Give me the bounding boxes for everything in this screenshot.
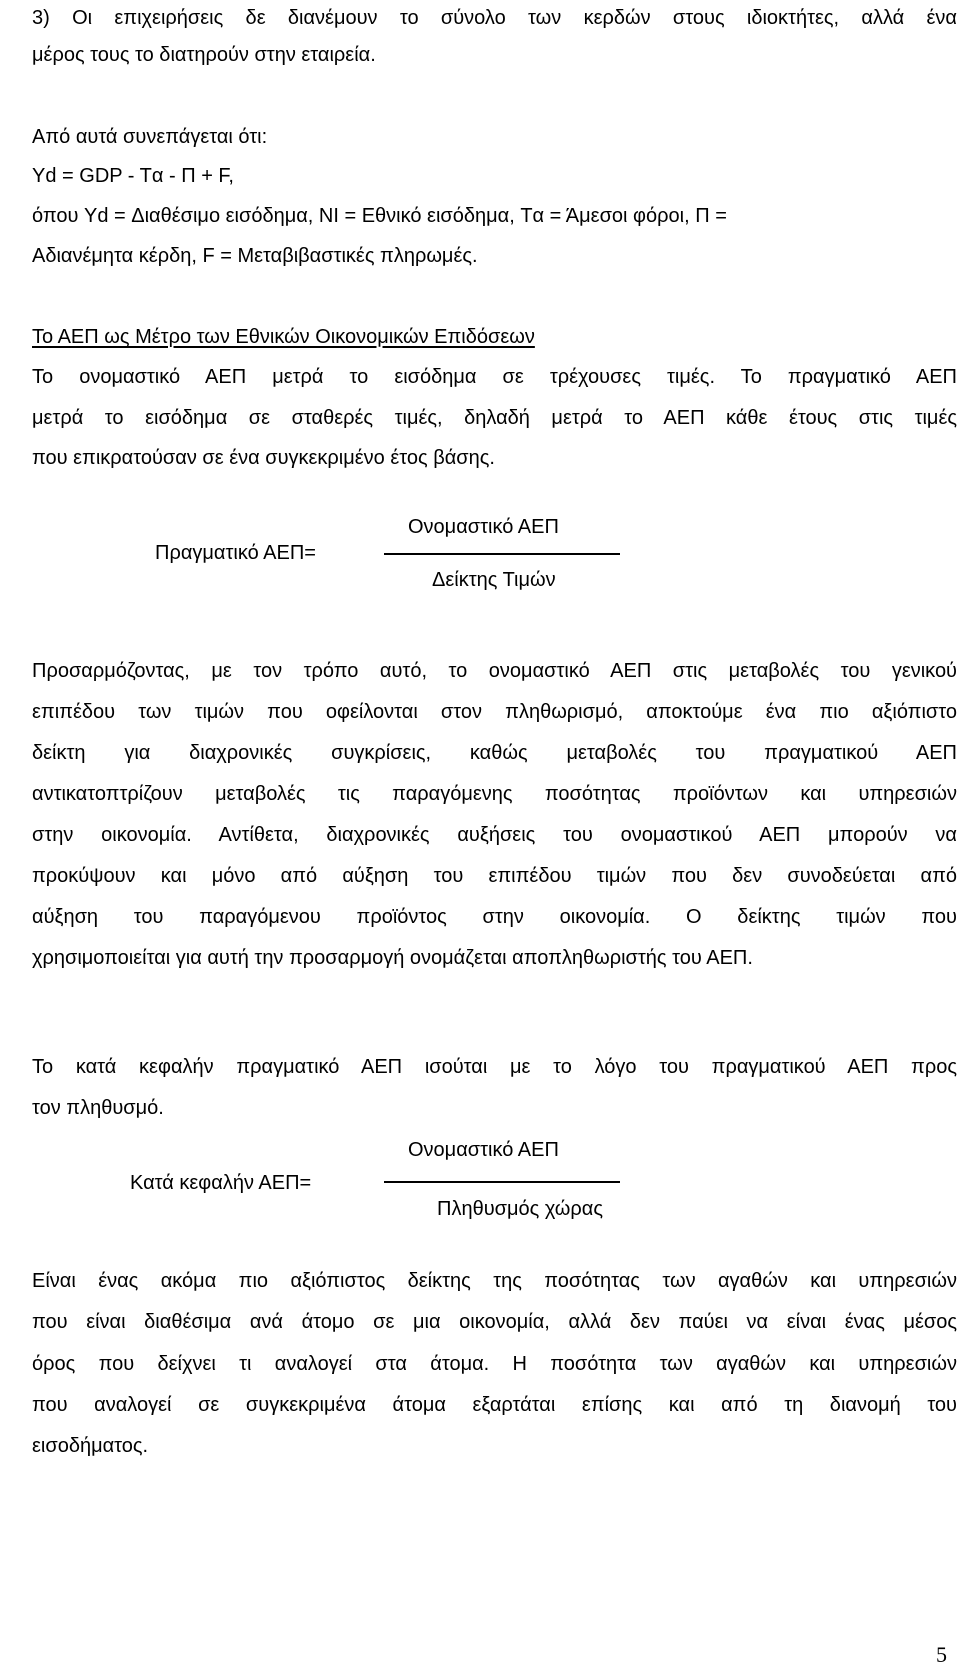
page-number: 5: [936, 1642, 947, 1667]
paragraph-line: μετρά το εισόδημα σε σταθερές τιμές, δηλαδή μετρά το ΑΕΠ κάθε έτους στις τιμές: [32, 407, 957, 429]
formula-denominator: Πληθυσμός χώρας: [437, 1198, 603, 1220]
formula-numerator: Ονομαστικό ΑΕΠ: [408, 516, 559, 538]
fraction-bar: [384, 1181, 620, 1183]
derivation-line: Από αυτά συνεπάγεται ότι:: [32, 126, 268, 148]
paragraph-line: επιπέδου των τιμών που οφείλονται στον πληθωρισμό, αποκτούμε ένα πιο αξιόπιστο: [32, 701, 957, 723]
formula-numerator: Ονομαστικό ΑΕΠ: [408, 1139, 559, 1161]
paragraph-line: αντικατοπτρίζουν μεταβολές τις παραγόμενης ποσότητας προϊόντων και υπηρεσιών: [32, 783, 957, 805]
paragraph-line: Είναι ένας ακόμα πιο αξιόπιστος δείκτης της ποσότητας των αγαθών και υπηρεσιών: [32, 1270, 957, 1292]
paragraph-line: τον πληθυσμό.: [32, 1097, 164, 1119]
derivation-formula: Yd = GDP - Tα - Π + F,: [32, 165, 234, 187]
paragraph-line: Το κατά κεφαλήν πραγματικό ΑΕΠ ισούται με το λόγο του πραγματικού ΑΕΠ προς: [32, 1056, 957, 1078]
paragraph-line: που αναλογεί σε συγκεκριμένα άτομα εξαρτάται επίσης και από τη διανομή του: [32, 1394, 957, 1416]
paragraph-line: που είναι διαθέσιμα ανά άτομο σε μια οικονομία, αλλά δεν παύει να είναι ένας μέσος: [32, 1311, 957, 1333]
formula-lhs: Κατά κεφαλήν ΑΕΠ=: [130, 1172, 312, 1194]
paragraph-line: Το ονομαστικό ΑΕΠ μετρά το εισόδημα σε τρέχουσες τιμές. Το πραγματικό ΑΕΠ: [32, 366, 957, 388]
fraction-bar: [384, 553, 620, 555]
intro-line: μέρος τους το διατηρούν στην εταιρεία.: [32, 44, 376, 66]
derivation-line: Αδιανέμητα κέρδη, F = Μεταβιβαστικές πληρωμές.: [32, 245, 478, 267]
formula-lhs: Πραγματικό ΑΕΠ=: [155, 542, 316, 564]
intro-line: 3) Οι επιχειρήσεις δε διανέμουν το σύνολο των κερδών στους ιδιοκτήτες, αλλά ένα: [32, 7, 957, 29]
paragraph-line: όρος που δείχνει τι αναλογεί στα άτομα. Η ποσότητα των αγαθών και υπηρεσιών: [32, 1353, 957, 1375]
paragraph-line: αύξηση του παραγόμενου προϊόντος στην οικονομία. Ο δείκτης τιμών που: [32, 906, 957, 928]
paragraph-line: δείκτη για διαχρονικές συγκρίσεις, καθώς μεταβολές του πραγματικού ΑΕΠ: [32, 742, 957, 764]
paragraph-line: χρησιμοποιείται για αυτή την προσαρμογή ονομάζεται αποπληθωριστής του ΑΕΠ.: [32, 947, 753, 969]
formula-denominator: Δείκτης Τιμών: [432, 569, 556, 591]
paragraph-line: στην οικονομία. Αντίθετα, διαχρονικές αυξήσεις του ονομαστικού ΑΕΠ μπορούν να: [32, 824, 957, 846]
paragraph-line: Προσαρμόζοντας, με τον τρόπο αυτό, το ονομαστικό ΑΕΠ στις μεταβολές του γενικού: [32, 660, 957, 682]
derivation-line: όπου Yd = Διαθέσιμο εισόδημα, ΝΙ = Εθνικό εισόδημα, Tα = Άμεσοι φόροι, Π =: [32, 205, 727, 227]
paragraph-line: που επικρατούσαν σε ένα συγκεκριμένο έτος βάσης.: [32, 447, 495, 469]
section-heading: Το ΑΕΠ ως Μέτρο των Εθνικών Οικονομικών Επιδόσεων: [32, 326, 535, 348]
paragraph-line: προκύψουν και μόνο από αύξηση του επιπέδου τιμών που δεν συνοδεύεται από: [32, 865, 957, 887]
paragraph-line: εισοδήματος.: [32, 1435, 149, 1457]
